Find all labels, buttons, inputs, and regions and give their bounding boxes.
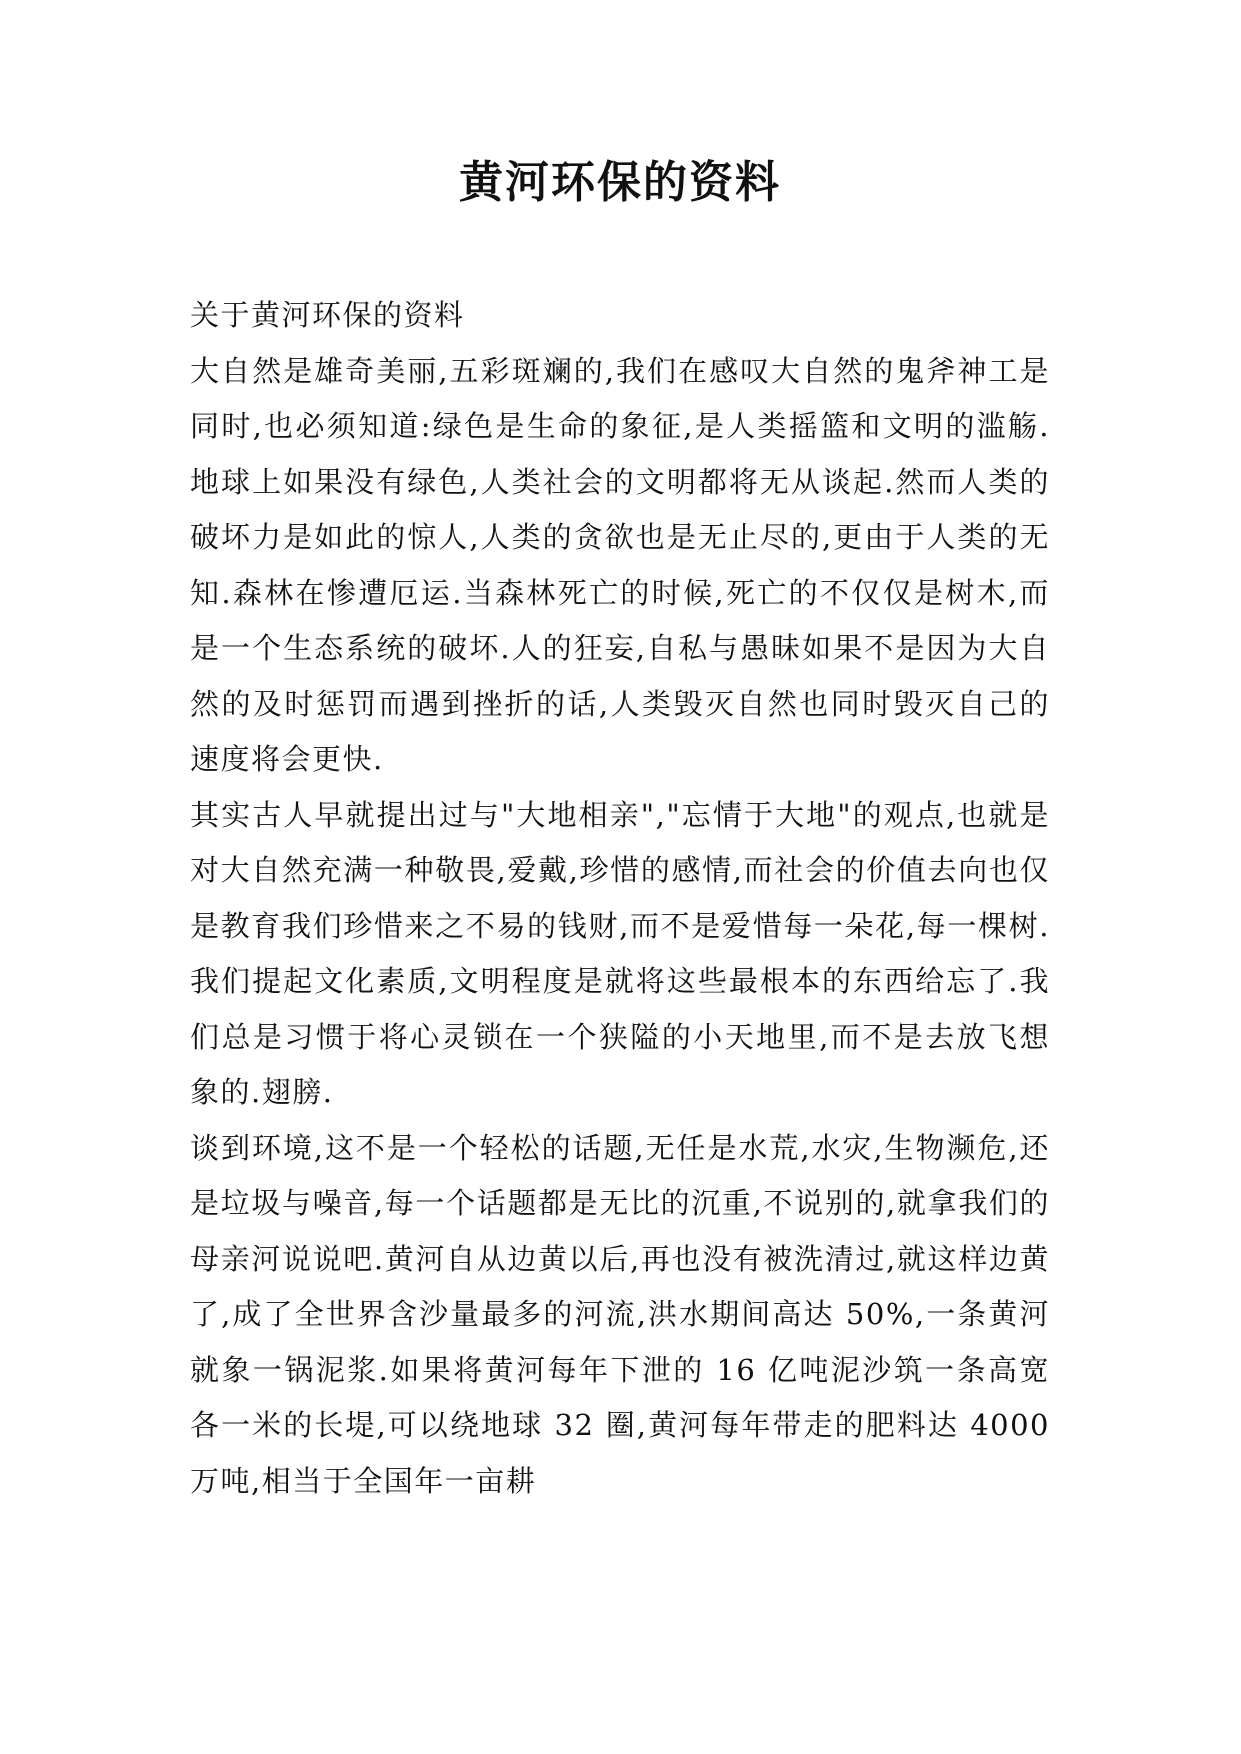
paragraph-nature: 大自然是雄奇美丽,五彩斑斓的,我们在感叹大自然的鬼斧神工是同时,也必须知道:绿色是生命的象征,是人类摇篮和文明的滥觞.地球上如果没有绿色,人类社会的文明都将无从谈起.然而人类的破坏力是如此的惊人,人类的贪欲也是无止尽的,更由于人类的无知.森林在惨遭厄运.当森林死亡的时候,死亡的不仅仅是树木,而是一个生态系统的破坏.人的狂妄,自私与愚昧如果不是因为大自然的及时惩罚而遇到挫折的话,人类毁灭自然也同时毁灭自己的速度将会更快.: [190, 353, 1050, 776]
paragraph-environment: 谈到环境,这不是一个轻松的话题,无任是水荒,水灾,生物濒危,还是垃圾与噪音,每一个话题都是无比的沉重,不说别的,就拿我们的母亲河说说吧.黄河自从边黄以后,再也没有被洗清过,就这样边黄了,成了全世界含沙量最多的河流,洪水期间高达 50%,一条黄河就象一锅泥浆.如果将黄河每年下泄的 16 亿吨泥沙筑一条高宽各一米的长堤,可以绕地球 32 圈,黄河每年带走的肥料达 4000 万吨,相当于全国年一亩耕: [190, 1130, 1050, 1498]
document-title: 黄河环保的资料: [459, 157, 781, 208]
paragraph-subtitle: 关于黄河环保的资料: [190, 298, 465, 332]
document-body: [190, 288, 1050, 1509]
paragraph-ancients: 其实古人早就提出过与"大地相亲","忘情于大地"的观点,也就是对大自然充满一种敬畏,爱戴,珍惜的感情,而社会的价值去向也仅是教育我们珍惜来之不易的钱财,而不是爱惜每一朵花,每一棵树.我们提起文化素质,文明程度是就将这些最根本的东西给忘了.我们总是习惯于将心灵锁在一个狭隘的小天地里,而不是去放飞想象的.翅膀.: [190, 797, 1050, 1109]
